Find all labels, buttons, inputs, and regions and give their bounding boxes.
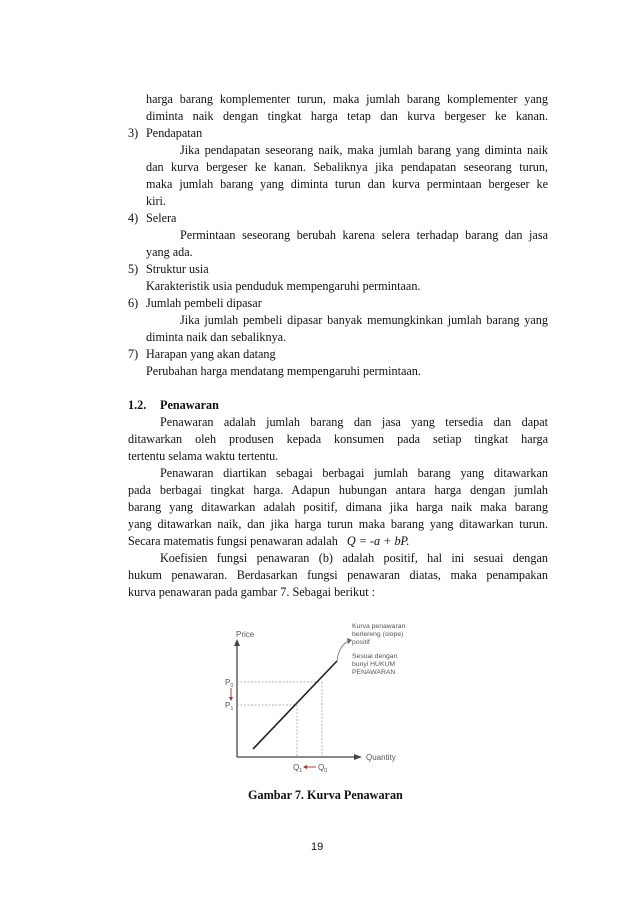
- annotation-law: Sesuai dengan bunyi HUKUM PENAWARAN: [352, 653, 398, 676]
- text-line: kiri.: [146, 194, 166, 208]
- text-line: yang ada.: [146, 245, 193, 259]
- x-axis-arrow: [354, 754, 362, 760]
- list-number: 7): [128, 347, 139, 361]
- list-heading: Pendapatan: [146, 126, 203, 140]
- paragraph-line: hukum penawaran. Berdasarkan fungsi penawaran diatas, maka penampakan: [128, 568, 548, 582]
- list-number: 5): [128, 262, 139, 276]
- text-line: diminta naik dan sebaliknya.: [146, 330, 287, 344]
- paragraph-line: tertentu selama waktu tertentu.: [128, 449, 279, 463]
- section-number: 1.2.: [128, 398, 147, 412]
- text-line: Perubahan harga mendatang mempengaruhi permintaan.: [146, 364, 421, 378]
- text-line: harga barang komplementer turun, maka jumlah barang komplementer yang: [146, 92, 548, 106]
- list-number: 4): [128, 211, 139, 225]
- quantity-decrease-arrowhead: [303, 765, 307, 769]
- paragraph-line: yang ditawarkan naik, dan jika harga turun maka barang yang ditawarkan turun.: [128, 517, 548, 531]
- supply-curve-figure: [225, 615, 425, 783]
- paragraph-line: pada berbagai tingkat harga. Adapun hubungan antara harga dengan jumlah: [128, 483, 548, 497]
- list-heading: Selera: [146, 211, 177, 225]
- list-number: 6): [128, 296, 139, 310]
- paragraph-line: [128, 533, 409, 549]
- paragraph-line: ditawarkan oleh produsen kepada konsumen pada setiap tingkat harga: [128, 432, 548, 446]
- q1-label: $Q_1$: [293, 763, 303, 774]
- p1-label: $P_1$: [225, 701, 234, 712]
- page-number: 19: [311, 841, 324, 853]
- text-line: maka jumlah barang yang diminta turun dan kurva permintaan bergeser ke: [146, 177, 548, 191]
- annotation-slope: Kurva penawaran berlereng (slope) positif: [352, 623, 406, 646]
- list-number: 3): [128, 126, 139, 140]
- list-heading: Harapan yang akan datang: [146, 347, 276, 361]
- q0-label: $Q_0$: [318, 763, 328, 774]
- y-axis-label: Price: [236, 630, 255, 639]
- y-axis-arrow: [234, 639, 240, 646]
- text-line: Jika pendapatan seseorang naik, maka jumlah barang yang diminta naik: [180, 143, 548, 157]
- text-line: Permintaan seseorang berubah karena selera terhadap barang dan jasa: [180, 228, 548, 242]
- section-title: Penawaran: [160, 398, 219, 412]
- text-line: Jika jumlah pembeli dipasar banyak memungkinkan jumlah barang yang: [180, 313, 548, 327]
- annotation-pointer: [337, 641, 349, 661]
- text-line: diminta naik dengan tingkat harga tetap dan kurva bergeser ke kanan.: [146, 109, 548, 123]
- supply-function-formula: Q = -a + bP.: [346, 534, 410, 548]
- formula-intro: Secara matematis fungsi penawaran adalah: [128, 534, 338, 548]
- paragraph-line: Koefisien fungsi penawaran (b) adalah positif, hal ini sesuai dengan: [160, 551, 548, 565]
- paragraph-line: barang yang ditawarkan adalah positif, dimana jika harga naik maka barang: [128, 500, 548, 514]
- paragraph-line: kurva penawaran pada gambar 7. Sebagai berikut :: [128, 585, 376, 599]
- text-line: Karakteristik usia penduduk mempengaruhi permintaan.: [146, 279, 421, 293]
- list-heading: Struktur usia: [146, 262, 209, 276]
- x-axis-label: Quantity: [366, 753, 396, 762]
- paragraph-line: Penawaran adalah jumlah barang dan jasa yang tersedia dan dapat: [160, 415, 548, 429]
- figure-caption: Gambar 7. Kurva Penawaran: [248, 788, 403, 802]
- paragraph-line: Penawaran diartikan sebagai berbagai jumlah barang yang ditawarkan: [160, 466, 548, 480]
- list-heading: Jumlah pembeli dipasar: [146, 296, 262, 310]
- p0-label: $P_0$: [225, 678, 234, 689]
- text-line: dan kurva bergeser ke kanan. Sebaliknya jika pendapatan seseorang turun,: [146, 160, 548, 174]
